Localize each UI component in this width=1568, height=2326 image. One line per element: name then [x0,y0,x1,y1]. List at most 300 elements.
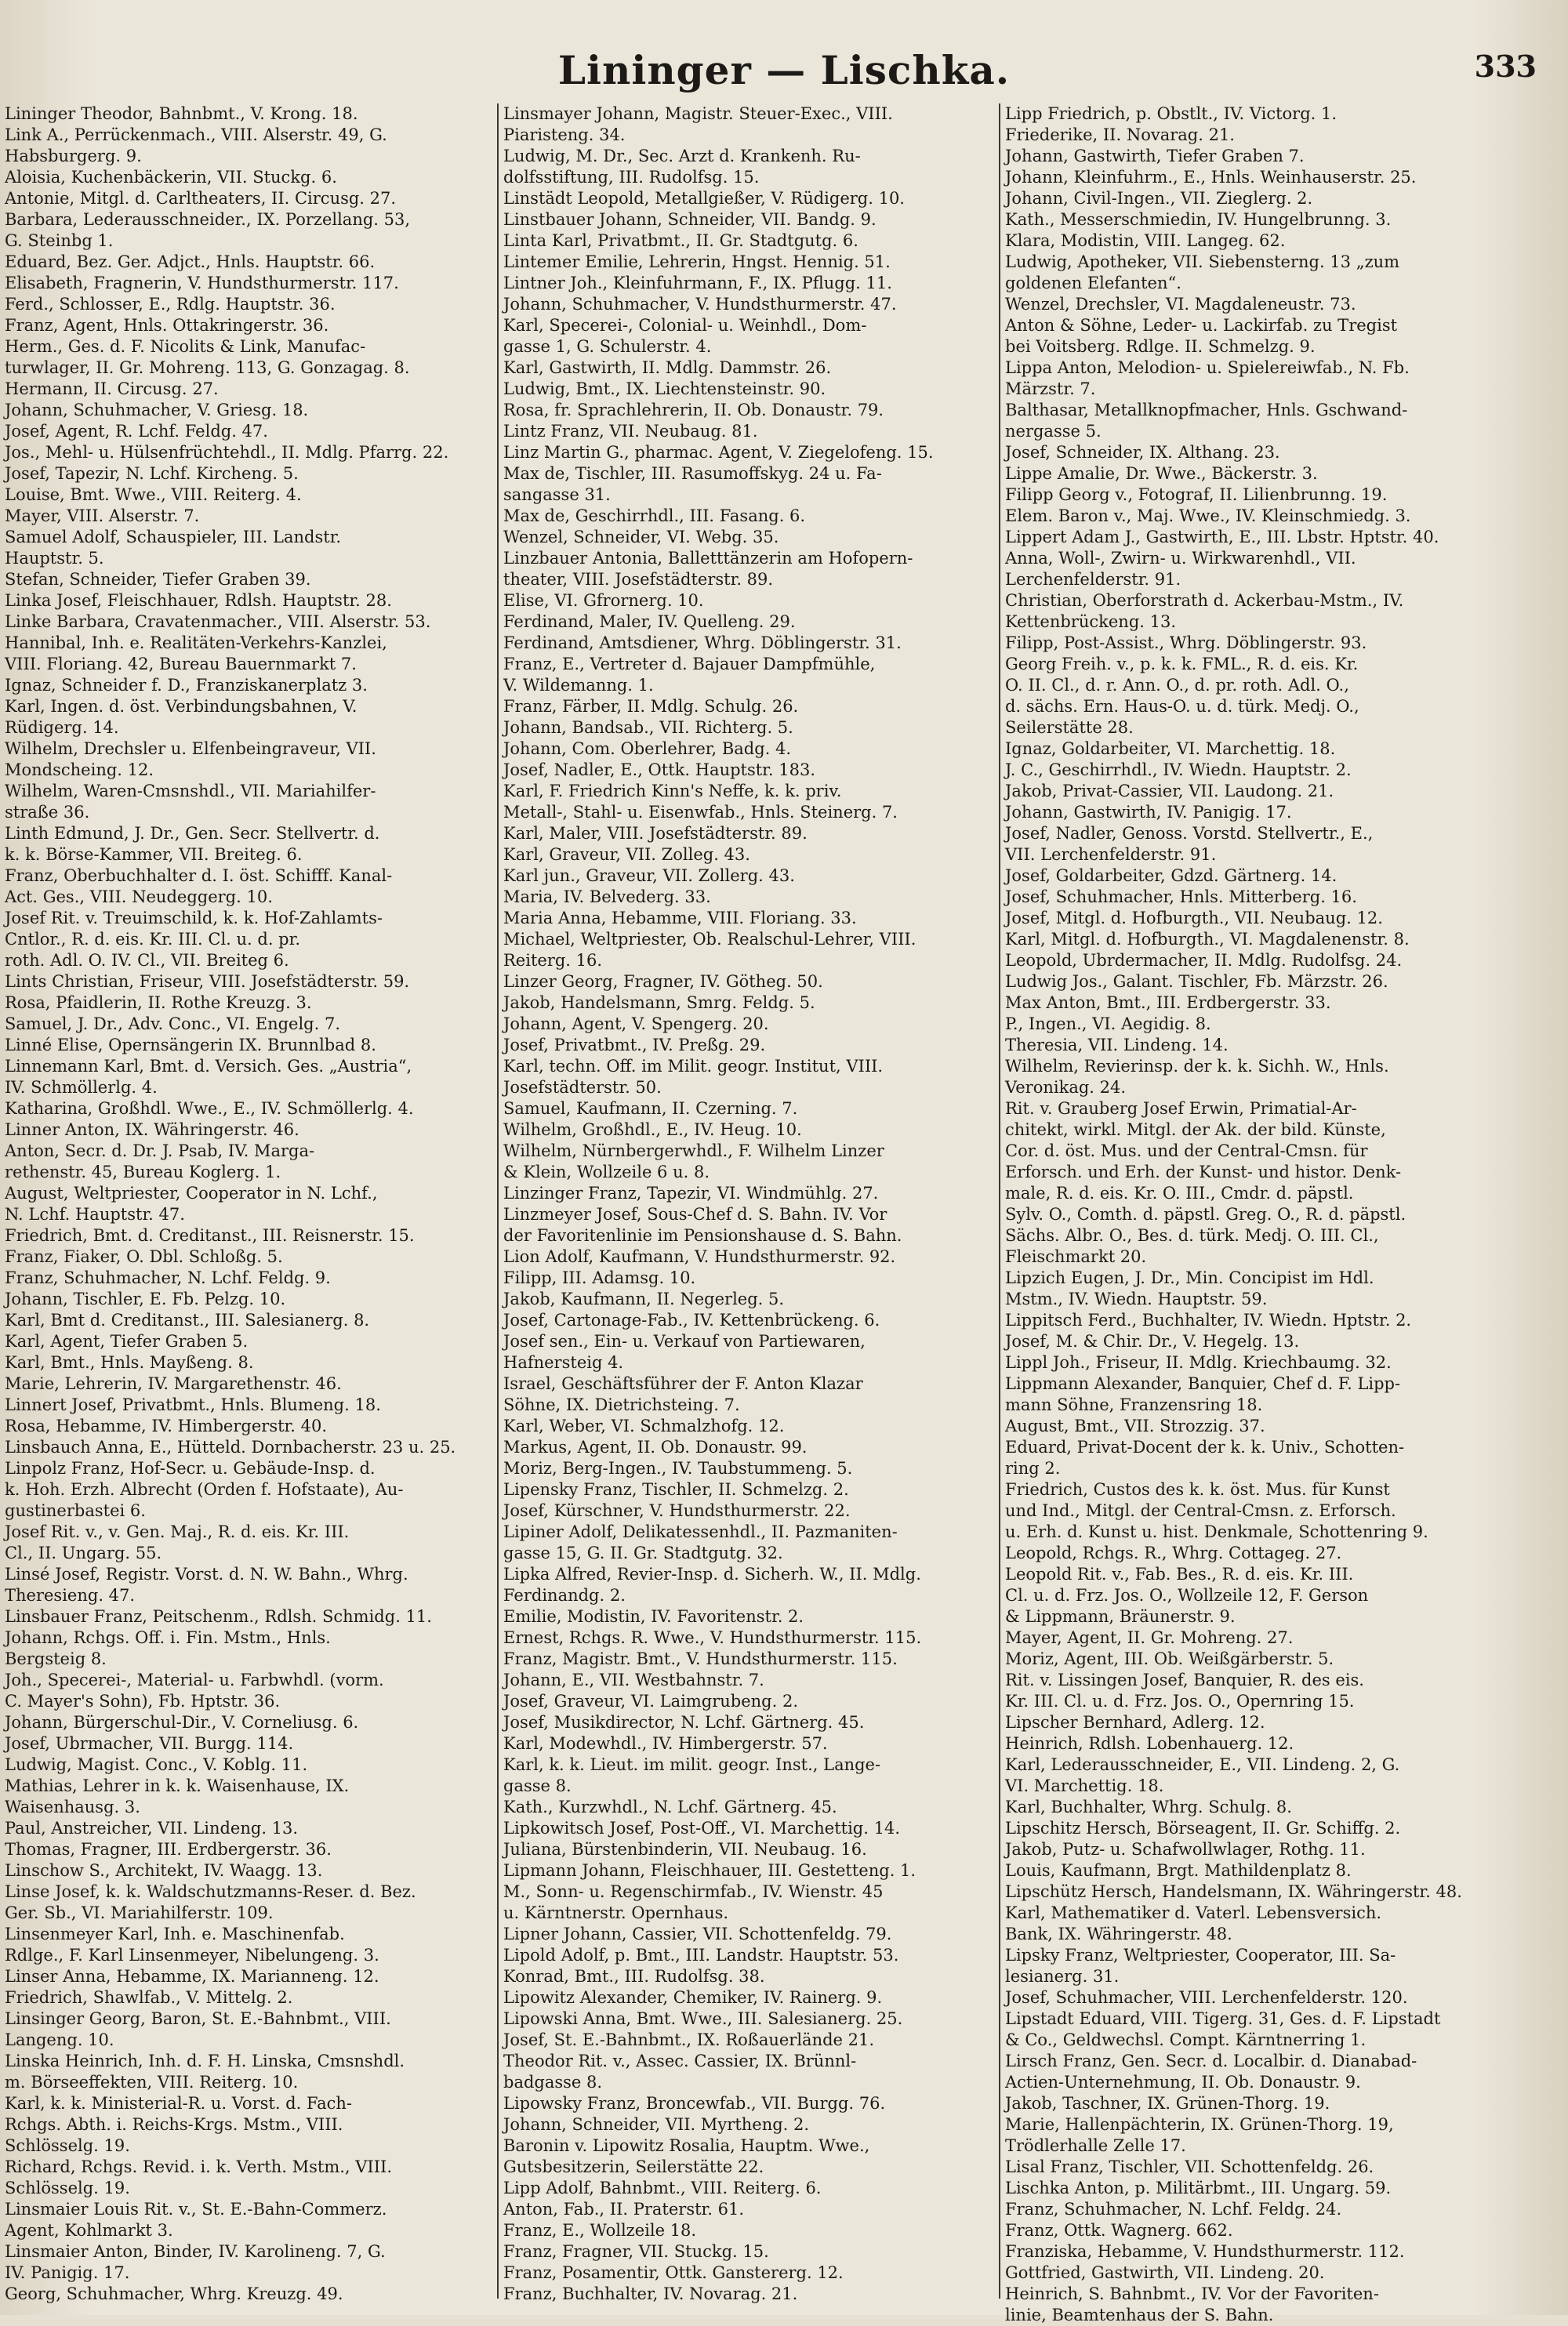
directory-entry-line: Franz, Fiaker, O. Dbl. Schloßg. 5. [5,1247,283,1266]
directory-entry-line: Louis, Kaufmann, Brgt. Mathildenplatz 8. [1005,1861,1352,1880]
directory-entry-line: Lipner Johann, Cassier, VII. Schottenfeldg. 79. [503,1925,892,1943]
directory-entry-line: Seilerstätte 28. [1005,718,1134,737]
directory-entry-line: VI. Marchettig. 18. [1005,1776,1164,1795]
directory-entry-line: Lintner Joh., Kleinfuhrmann, F., IX. Pflugg. 11. [503,274,892,292]
directory-entry-line: IV. Panigig. 17. [5,2263,130,2282]
directory-entry-line: Jos., Mehl- u. Hülsenfrüchtehdl., II. Mdlg. Pfarrg. 22. [5,443,449,462]
directory-entry-line: Schlösselg. 19. [5,2136,130,2155]
directory-entry-line: Wenzel, Schneider, VI. Webg. 35. [503,528,779,546]
directory-entry-line: Samuel, Kaufmann, II. Czerning. 7. [503,1099,798,1118]
directory-entry-line: Anton, Secr. d. Dr. J. Psab, IV. Marga- [5,1141,315,1160]
directory-entry-line: Kr. III. Cl. u. d. Frz. Jos. O., Opernring 15. [1005,1692,1355,1711]
directory-entry-line: Karl, techn. Off. im Milit. geogr. Institut, VIII. [503,1057,884,1076]
directory-entry-line: Lippert Adam J., Gastwirth, E., III. Lbstr. Hptstr. 40. [1005,528,1439,546]
directory-entry-line: Karl, Ingen. d. öst. Verbindungsbahnen, V. [5,697,358,716]
directory-entry-line: Johann, Schneider, VII. Myrtheng. 2. [503,2115,810,2134]
directory-entry-line: Friedrich, Custos des k. k. öst. Mus. für Kunst [1005,1480,1390,1499]
directory-entry-line: Johann, Gastwirth, Tiefer Graben 7. [1005,147,1305,165]
directory-entry-line: Cl. u. d. Frz. Jos. O., Wollzeile 12, F. Gerson [1005,1586,1369,1605]
directory-entry-line: d. sächs. Ern. Haus-O. u. d. türk. Medj. O., [1005,697,1359,716]
directory-entry-line: Eduard, Bez. Ger. Adjct., Hnls. Hauptstr. 66. [5,252,376,271]
directory-entry-line: Rchgs. Abth. i. Reichs-Krgs. Mstm., VIII. [5,2115,343,2134]
directory-entry-line: nergasse 5. [1005,422,1102,441]
directory-entry-line: Kath., Kurzwhdl., N. Lchf. Gärtnerg. 45. [503,1798,837,1816]
directory-entry-line: Paul, Anstreicher, VII. Lindeng. 13. [5,1819,299,1838]
directory-entry-line: Cntlor., R. d. eis. Kr. III. Cl. u. d. pr. [5,930,301,949]
directory-entry-line: Aloisia, Kuchenbäckerin, VII. Stuckg. 6. [5,168,337,187]
directory-entry-line: Wenzel, Drechsler, VI. Magdaleneustr. 73. [1005,295,1356,314]
directory-entry-line: Bergsteig 8. [5,1649,107,1668]
directory-entry-line: Linsbauch Anna, E., Hütteld. Dornbacherstr. 23 u. 25. [5,1438,456,1457]
directory-entry-line: Bank, IX. Währingerstr. 48. [1005,1925,1232,1943]
directory-entry-line: Linzer Georg, Fragner, IV. Götheg. 50. [503,972,823,991]
directory-entry-line: Friedrich, Shawlfab., V. Mittelg. 2. [5,1988,293,2007]
directory-entry-line: Lisal Franz, Tischler, VII. Schottenfeldg. 26. [1005,2157,1374,2176]
directory-entry-line: Stefan, Schneider, Tiefer Graben 39. [5,570,311,589]
directory-entry-line: Josef, M. & Chir. Dr., V. Hegelg. 13. [1005,1332,1300,1351]
directory-entry-line: Linstädt Leopold, Metallgießer, V. Rüdigerg. 10. [503,189,905,208]
directory-entry-line: Emilie, Modistin, IV. Favoritenstr. 2. [503,1607,804,1626]
directory-entry-line: Ferdinandg. 2. [503,1586,626,1605]
directory-entry-line: Theodor Rit. v., Assec. Cassier, IX. Brünnl- [503,2052,857,2070]
directory-entry-line: Sächs. Albr. O., Bes. d. türk. Medj. O. III. Cl., [1005,1226,1379,1245]
directory-entry-line: Josef sen., Ein- u. Verkauf von Partiewaren, [503,1332,866,1351]
directory-entry-line: gasse 8. [503,1776,572,1795]
directory-entry-line: Ger. Sb., VI. Mariahilferstr. 109. [5,1903,274,1922]
directory-entry-line: Wilhelm, Revierinsp. der k. k. Sichh. W., Hnls. [1005,1057,1389,1076]
directory-entry-line: Lipp Friedrich, p. Obstlt., IV. Victorg. 1. [1005,104,1338,123]
directory-entry-line: Linska Heinrich, Inh. d. F. H. Linska, Cmsnshdl. [5,2052,405,2070]
directory-entry-line: Lippmann Alexander, Banquier, Chef d. F. Lipp- [1005,1374,1401,1393]
directory-entry-line: Johann, Tischler, E. Fb. Pelzg. 10. [5,1290,286,1308]
directory-entry-line: Linth Edmund, J. Dr., Gen. Secr. Stellvertr. d. [5,824,380,843]
directory-entry-line: Linke Barbara, Cravatenmacher., VIII. Alserstr. 53. [5,612,431,631]
directory-entry-line: Franz, E., Wollzeile 18. [503,2221,697,2240]
directory-column-1 [5,103,491,2303]
directory-entry-line: Richard, Rchgs. Revid. i. k. Verth. Mstm., VIII. [5,2157,392,2176]
directory-entry-line: Linnert Josef, Privatbmt., Hnls. Blumeng. 18. [5,1395,381,1414]
directory-entry-line: und Ind., Mitgl. der Central-Cmsn. z. Erforsch. [1005,1501,1396,1520]
directory-entry-line: Act. Ges., VIII. Neudeggerg. 10. [5,887,273,906]
directory-entry-line: Jakob, Handelsmann, Smrg. Feldg. 5. [503,993,815,1012]
directory-entry-line: lesianerg. 31. [1005,1967,1120,1986]
directory-entry-line: Georg, Schuhmacher, Whrg. Kreuzg. 49. [5,2284,343,2303]
directory-entry-line: Ludwig Jos., Galant. Tischler, Fb. Märzstr. 26. [1005,972,1388,991]
directory-entry-line: Karl, Mitgl. d. Hofburgth., VI. Magdalenenstr. 8. [1005,930,1410,949]
directory-entry-line: Lipowski Anna, Bmt. Wwe., III. Salesianerg. 25. [503,2009,903,2028]
directory-entry-line: Georg Freih. v., p. k. k. FML., R. d. eis. Kr. [1005,655,1359,673]
directory-entry-line: Klara, Modistin, VIII. Langeg. 62. [1005,231,1286,250]
directory-entry-line: Waisenhausg. 3. [5,1798,140,1816]
directory-entry-line: Josef, Schuhmacher, VIII. Lerchenfelderstr. 120. [1005,1988,1408,2007]
directory-entry-line: Wilhelm, Nürnbergerwhdl., F. Wilhelm Linzer [503,1141,884,1160]
directory-entry-line: Elisabeth, Fragnerin, V. Hundsthurmerstr. 117. [5,274,399,292]
directory-entry-line: Karl, Agent, Tiefer Graben 5. [5,1332,249,1351]
directory-entry-line: Barbara, Lederausschneider., IX. Porzellang. 53, [5,210,411,229]
directory-entry-line: M., Sonn- u. Regenschirmfab., IV. Wienstr. 45 [503,1882,884,1901]
directory-entry-line: Linsmaier Anton, Binder, IV. Karolineng. 7, G. [5,2242,386,2261]
directory-entry-line: Karl, Lederausschneider, E., VII. Lindeng. 2, G. [1005,1755,1400,1774]
directory-entry-line: Elise, VI. Gfrornerg. 10. [503,591,704,610]
directory-entry-line: Franz, Buchhalter, IV. Novarag. 21. [503,2284,798,2303]
directory-entry-line: Lints Christian, Friseur, VIII. Josefstädterstr. 59. [5,972,410,991]
directory-column-3 [999,103,1551,2324]
directory-entry-line: Linsenmeyer Karl, Inh. e. Maschinenfab. [5,1925,345,1943]
directory-entry-line: Märzstr. 7. [1005,379,1096,398]
directory-entry-line: Jakob, Taschner, IX. Grünen-Thorg. 19. [1005,2094,1330,2113]
directory-entry-line: Josef, Agent, R. Lchf. Feldg. 47. [5,422,268,441]
directory-entry-line: Lipscher Bernhard, Adlerg. 12. [1005,1713,1265,1732]
directory-entry-line: Maria Anna, Hebamme, VIII. Floriang. 33. [503,909,857,927]
directory-entry-line: Linsbauer Franz, Peitschenm., Rdlsh. Schmidg. 11. [5,1607,432,1626]
directory-entry-line: Agent, Kohlmarkt 3. [5,2221,173,2240]
directory-entry-line: Anton & Söhne, Leder- u. Lackirfab. zu Tregist [1005,316,1398,335]
directory-entry-line: Rdlge., F. Karl Linsenmeyer, Nibelungeng. 3. [5,1946,379,1965]
directory-entry-line: Franz, Posamentir, Ottk. Ganstererg. 12. [503,2263,844,2282]
directory-entry-line: Lipzich Eugen, J. Dr., Min. Concipist im Hdl. [1005,1268,1374,1287]
directory-entry-line: Josef, Ubrmacher, VII. Burgg. 114. [5,1734,294,1753]
directory-entry-line: & Co., Geldwechsl. Compt. Kärntnerring 1. [1005,2030,1367,2049]
directory-entry-line: Gutsbesitzerin, Seilerstätte 22. [503,2157,764,2176]
directory-entry-line: Fleischmarkt 20. [1005,1247,1147,1266]
directory-entry-line: Leopold, Rchgs. R., Whrg. Cottageg. 27. [1005,1544,1342,1562]
directory-entry-line: Juliana, Bürstenbinderin, VII. Neubaug. 16. [503,1840,867,1859]
directory-entry-line: Rosa, Hebamme, IV. Himbergerstr. 40. [5,1417,328,1435]
directory-entry-line: August, Weltpriester, Cooperator in N. Lchf., [5,1184,378,1203]
directory-entry-line: Josef Rit. v. Treuimschild, k. k. Hof-Zahlamts- [5,909,383,927]
directory-entry-line: Heinrich, S. Bahnbmt., IV. Vor der Favoriten- [1005,2284,1379,2303]
directory-entry-line: Wilhelm, Großhdl., E., IV. Heug. 10. [503,1120,802,1139]
directory-entry-line: der Favoritenlinie im Pensionshause d. S. Bahn. [503,1226,902,1245]
directory-entry-line: k. Hoh. Erzh. Albrecht (Orden f. Hofstaate), Au- [5,1480,404,1499]
directory-entry-line: Lininger Theodor, Bahnbmt., V. Krong. 18. [5,104,358,123]
directory-entry-line: Antonie, Mitgl. d. Carltheaters, II. Circusg. 27. [5,189,397,208]
directory-entry-line: Karl, Modewhdl., IV. Himbergerstr. 57. [503,1734,828,1753]
directory-entry-line: VII. Lerchenfelderstr. 91. [1005,845,1217,864]
directory-entry-line: Franziska, Hebamme, V. Hundsthurmerstr. 112. [1005,2242,1405,2261]
directory-entry-line: Josef, Nadler, Genoss. Vorstd. Stellvertr., E., [1005,824,1374,843]
directory-entry-line: Schlösselg. 19. [5,2179,130,2197]
directory-entry-line: G. Steinbg 1. [5,231,114,250]
directory-entry-line: Linzinger Franz, Tapezir, VI. Windmühlg. 27. [503,1184,879,1203]
directory-entry-line: Gottfried, Gastwirth, VII. Lindeng. 20. [1005,2263,1325,2282]
directory-entry-line: u. Erh. d. Kunst u. hist. Denkmale, Schottenring 9. [1005,1522,1428,1541]
directory-entry-line: Johann, Kleinfuhrm., E., Hnls. Weinhauserstr. 25. [1005,168,1417,187]
directory-entry-line: Hermann, II. Circusg. 27. [5,379,219,398]
directory-entry-line: Franz, Ottk. Wagnerg. 662. [1005,2221,1233,2240]
directory-entry-line: Lerchenfelderstr. 91. [1005,570,1181,589]
directory-entry-line: Link A., Perrückenmach., VIII. Alserstr. 49, G. [5,125,387,144]
directory-entry-line: Lipkowitsch Josef, Post-Off., VI. Marchettig. 14. [503,1819,900,1838]
directory-entry-line: Johann, Agent, V. Spengerg. 20. [503,1014,769,1033]
directory-entry-line: Lion Adolf, Kaufmann, V. Hundsthurmerstr. 92. [503,1247,896,1266]
directory-entry-line: Franz, Fragner, VII. Stuckg. 15. [503,2242,769,2261]
directory-entry-line: Karl, Maler, VIII. Josefstädterstr. 89. [503,824,808,843]
directory-entry-line: Ignaz, Goldarbeiter, VI. Marchettig. 18. [1005,739,1336,758]
directory-entry-line: Linsmayer Johann, Magistr. Steuer-Exec., VIII. [503,104,893,123]
directory-entry-line: turwlager, II. Gr. Mohreng. 113, G. Gonzagag. 8. [5,358,410,377]
page-title: Lininger — Lischka. [557,47,1011,93]
directory-entry-line: Karl, k. k. Ministerial-R. u. Vorst. d. Fach- [5,2094,353,2113]
directory-entry-line: Theresia, VII. Lindeng. 14. [1005,1036,1229,1054]
directory-entry-line: & Klein, Wollzeile 6 u. 8. [503,1163,710,1181]
directory-entry-line: rethenstr. 45, Bureau Koglerg. 1. [5,1163,281,1181]
directory-entry-line: N. Lchf. Hauptstr. 47. [5,1205,185,1224]
directory-entry-line: Samuel, J. Dr., Adv. Conc., VI. Engelg. 7. [5,1014,341,1033]
directory-entry-line: Josef, Musikdirector, N. Lchf. Gärtnerg. 45. [503,1713,865,1732]
directory-entry-line: Franz, Schuhmacher, N. Lchf. Feldg. 9. [5,1268,331,1287]
directory-entry-line: Linpolz Franz, Hof-Secr. u. Gebäude-Insp. d. [5,1459,376,1478]
directory-entry-line: Josef, St. E.-Bahnbmt., IX. Roßauerlände 21. [503,2030,875,2049]
directory-entry-line: u. Kärntnerstr. Opernhaus. [503,1903,729,1922]
directory-entry-line: Hannibal, Inh. e. Realitäten-Verkehrs-Kanzlei, [5,633,387,652]
directory-entry-line: C. Mayer's Sohn), Fb. Hptstr. 36. [5,1692,281,1711]
directory-entry-line: Linzbauer Antonia, Balletttänzerin am Hofopern- [503,549,913,568]
directory-entry-line: Ferd., Schlosser, E., Rdlg. Hauptstr. 36. [5,295,336,314]
directory-entry-line: Linsé Josef, Registr. Vorst. d. N. W. Bahn., Whrg. [5,1565,408,1584]
directory-entry-line: Karl, Specerei-, Colonial- u. Weinhdl., Dom- [503,316,867,335]
directory-entry-line: Linstbauer Johann, Schneider, VII. Bandg. 9. [503,210,877,229]
directory-entry-line: Cl., II. Ungarg. 55. [5,1544,162,1562]
directory-entry-line: Karl, F. Friedrich Kinn's Neffe, k. k. priv. [503,782,842,800]
directory-entry-line: gustinerbastei 6. [5,1501,146,1520]
directory-entry-line: Karl jun., Graveur, VII. Zollerg. 43. [503,866,795,885]
directory-entry-line: Franz, Magistr. Bmt., V. Hundsthurmerstr. 115. [503,1649,898,1668]
directory-entry-line: Josef, Privatbmt., IV. Preßg. 29. [503,1036,766,1054]
directory-entry-line: Langeng. 10. [5,2030,114,2049]
directory-entry-line: Franz, E., Vertreter d. Bajauer Dampfmühle, [503,655,876,673]
directory-entry-line: Josef, Nadler, E., Ottk. Hauptstr. 183. [503,760,816,779]
directory-entry-line: Kettenbrückeng. 13. [1005,612,1177,631]
directory-entry-line: Johann, Com. Oberlehrer, Badg. 4. [503,739,792,758]
directory-entry-line: Ludwig, M. Dr., Sec. Arzt d. Krankenh. Ru- [503,147,861,165]
directory-entry-line: Habsburgerg. 9. [5,147,142,165]
directory-entry-line: Baronin v. Lipowitz Rosalia, Hauptm. Wwe., [503,2136,870,2155]
directory-entry-line: Max de, Geschirrhdl., III. Fasang. 6. [503,506,806,525]
directory-entry-line: Heinrich, Rdlsh. Lobenhauerg. 12. [1005,1734,1294,1753]
directory-entry-line: Lirsch Franz, Gen. Secr. d. Localbir. d. Dianabad- [1005,2052,1417,2070]
directory-entry-line: Franz, Oberbuchhalter d. I. öst. Schifff. Kanal- [5,866,393,885]
directory-entry-line: Ludwig, Apotheker, VII. Siebensterng. 13 „zum [1005,252,1400,271]
directory-entry-line: Kath., Messerschmiedin, IV. Hungelbrunng. 3. [1005,210,1392,229]
directory-entry-line: Söhne, IX. Dietrichsteing. 7. [503,1395,740,1414]
directory-entry-line: Lipka Alfred, Revier-Insp. d. Sicherh. W., II. Mdlg. [503,1565,921,1584]
directory-entry-line: mann Söhne, Franzensring 18. [1005,1395,1263,1414]
directory-entry-line: Veronikag. 24. [1005,1078,1127,1097]
directory-entry-line: Lipensky Franz, Tischler, II. Schmelzg. 2. [503,1480,849,1499]
directory-entry-line: Lippitsch Ferd., Buchhalter, IV. Wiedn. Hptstr. 2. [1005,1311,1412,1330]
directory-entry-line: Mayer, Agent, II. Gr. Mohreng. 27. [1005,1628,1294,1647]
directory-entry-line: August, Bmt., VII. Strozzig. 37. [1005,1417,1265,1435]
directory-entry-line: goldenen Elefanten“. [1005,274,1181,292]
directory-entry-line: Hauptstr. 5. [5,549,104,568]
directory-entry-line: Linser Anna, Hebamme, IX. Marianneng. 12. [5,1967,379,1986]
directory-entry-line: Lischka Anton, p. Militärbmt., III. Ungarg. 59. [1005,2179,1392,2197]
directory-entry-line: Franz, Schuhmacher, N. Lchf. Feldg. 24. [1005,2200,1342,2219]
directory-entry-line: Karl, Weber, VI. Schmalzhofg. 12. [503,1417,785,1435]
directory-entry-line: Friedrich, Bmt. d. Creditanst., III. Reisnerstr. 15. [5,1226,415,1245]
directory-entry-line: Thomas, Fragner, III. Erdbergerstr. 36. [5,1840,332,1859]
directory-entry-line: Lipsky Franz, Weltpriester, Cooperator, III. Sa- [1005,1946,1396,1965]
directory-entry-line: Metall-, Stahl- u. Eisenwfab., Hnls. Steinerg. 7. [503,803,898,822]
directory-entry-line: Christian, Oberforstrath d. Ackerbau-Mstm., IV. [1005,591,1404,610]
directory-entry-line: Linné Elise, Opernsängerin IX. Brunnlbad 8. [5,1036,376,1054]
directory-entry-line: J. C., Geschirrhdl., IV. Wiedn. Hauptstr. 2. [1005,760,1352,779]
directory-entry-line: Max de, Tischler, III. Rasumoffskyg. 24 u. Fa- [503,464,882,483]
directory-entry-line: Johann, Bandsab., VII. Richterg. 5. [503,718,793,737]
directory-entry-line: Karl, k. k. Lieut. im milit. geogr. Inst., Lange- [503,1755,881,1774]
directory-entry-line: Franz, Färber, II. Mdlg. Schulg. 26. [503,697,799,716]
directory-entry-line: Maria, IV. Belvederg. 33. [503,887,711,906]
directory-entry-line: badgasse 8. [503,2073,603,2092]
directory-entry-line: male, R. d. eis. Kr. O. III., Cmdr. d. päpstl. [1005,1184,1354,1203]
directory-entry-line: chitekt, wirkl. Mitgl. der Ak. der bild. Künste, [1005,1120,1386,1139]
directory-entry-line: Karl, Graveur, VII. Zolleg. 43. [503,845,750,864]
directory-entry-line: dolfsstiftung, III. Rudolfsg. 15. [503,168,760,187]
directory-entry-line: Filipp Georg v., Fotograf, II. Lilienbrunng. 19. [1005,485,1388,504]
directory-entry-line: Joh., Specerei-, Material- u. Farbwhdl. (vorm. [5,1671,384,1689]
directory-entry-line: Leopold Rit. v., Fab. Bes., R. d. eis. Kr. III. [1005,1565,1354,1584]
directory-entry-line: Erforsch. und Erh. der Kunst- und histor. Denk- [1005,1163,1402,1181]
directory-entry-line: roth. Adl. O. IV. Cl., VII. Breiteg 6. [5,951,289,970]
directory-entry-line: Elem. Baron v., Maj. Wwe., IV. Kleinschmiedg. 3. [1005,506,1411,525]
directory-entry-line: Lipstadt Eduard, VIII. Tigerg. 31, Ges. d. F. Lipstadt [1005,2009,1441,2028]
directory-entry-line: Marie, Hallenpächterin, IX. Grünen-Thorg. 19, [1005,2115,1394,2134]
directory-entry-line: Jakob, Privat-Cassier, VII. Laudong. 21. [1005,782,1334,800]
directory-entry-line: Cor. d. öst. Mus. und der Central-Cmsn. für [1005,1141,1368,1160]
directory-entry-line: Marie, Lehrerin, IV. Margarethenstr. 46. [5,1374,342,1393]
directory-entry-line: & Lippmann, Bräunerstr. 9. [1005,1607,1236,1626]
directory-entry-line: m. Börseeffekten, VIII. Reiterg. 10. [5,2073,299,2092]
directory-entry-line: Josef, Tapezir, N. Lchf. Kircheng. 5. [5,464,299,483]
directory-entry-line: Josef, Goldarbeiter, Gdzd. Gärtnerg. 14. [1005,866,1338,885]
directory-entry-line: Wilhelm, Waren-Cmsnshdl., VII. Mariahilfer- [5,782,376,800]
directory-entry-line: Louise, Bmt. Wwe., VIII. Reiterg. 4. [5,485,302,504]
directory-entry-line: Johann, Schuhmacher, V. Hundsthurmerstr. 47. [503,295,897,314]
directory-entry-line: Eduard, Privat-Docent der k. k. Univ., Schotten- [1005,1438,1405,1457]
directory-entry-line: Lipschitz Hersch, Börseagent, II. Gr. Schiffg. 2. [1005,1819,1401,1838]
directory-entry-line: Michael, Weltpriester, Ob. Realschul-Lehrer, VIII. [503,930,916,949]
directory-entry-line: Sylv. O., Comth. d. päpstl. Greg. O., R. d. päpstl. [1005,1205,1406,1224]
directory-entry-line: Linse Josef, k. k. Waldschutzmanns-Reser. d. Bez. [5,1882,416,1901]
directory-entry-line: Ferdinand, Amtsdiener, Whrg. Döblingerstr. 31. [503,633,902,652]
directory-entry-line: Karl, Bmt d. Creditanst., III. Salesianerg. 8. [5,1311,370,1330]
directory-entry-line: Lipiner Adolf, Delikatessenhdl., II. Pazmaniten- [503,1522,898,1541]
directory-entry-line: ring 2. [1005,1459,1061,1478]
directory-entry-line: Karl, Buchhalter, Whrg. Schulg. 8. [1005,1798,1292,1816]
directory-entry-line: Johann, Bürgerschul-Dir., V. Corneliusg. 6. [5,1713,359,1732]
directory-entry-line: V. Wildemanng. 1. [503,676,654,695]
directory-entry-line: Ferdinand, Maler, IV. Quelleng. 29. [503,612,796,631]
directory-column-2 [497,103,994,2303]
directory-entry-line: bei Voitsberg. Rdlge. II. Schmelzg. 9. [1005,337,1316,356]
directory-entry-line: Actien-Unternehmung, II. Ob. Donaustr. 9. [1005,2073,1361,2092]
directory-entry-line: Friederike, II. Novarag. 21. [1005,125,1235,144]
directory-entry-line: Karl, Bmt., Hnls. Mayßeng. 8. [5,1353,254,1372]
directory-entry-line: Josef, Mitgl. d. Hofburgth., VII. Neubaug. 12. [1005,909,1383,927]
directory-entry-line: straße 36. [5,803,90,822]
directory-entry-line: Lippe Amalie, Dr. Wwe., Bäckerstr. 3. [1005,464,1318,483]
directory-entry-line: Lipowsky Franz, Broncewfab., VII. Burgg. 76. [503,2094,886,2113]
directory-entry-line: Franz, Agent, Hnls. Ottakringerstr. 36. [5,316,329,335]
directory-entry-line: gasse 1, G. Schulerstr. 4. [503,337,712,356]
directory-entry-line: Linsmaier Louis Rit. v., St. E.-Bahn-Commerz. [5,2200,387,2219]
directory-entry-line: Linner Anton, IX. Währingerstr. 46. [5,1120,299,1139]
directory-entry-line: Ludwig, Bmt., IX. Liechtensteinstr. 90. [503,379,826,398]
directory-entry-line: Ignaz, Schneider f. D., Franziskanerplatz 3. [5,676,368,695]
directory-entry-line: Trödlerhalle Zelle 17. [1005,2136,1186,2155]
directory-entry-line: Josefstädterstr. 50. [503,1078,662,1097]
directory-entry-line: Mathias, Lehrer in k. k. Waisenhause, IX. [5,1776,350,1795]
directory-entry-line: Linschow S., Architekt, IV. Waagg. 13. [5,1861,323,1880]
directory-entry-line: Jakob, Kaufmann, II. Negerleg. 5. [503,1290,785,1308]
directory-entry-line: Anna, Woll-, Zwirn- u. Wirkwarenhdl., VII. [1005,549,1356,568]
directory-entry-line: linie, Beamtenhaus der S. Bahn. [1005,2306,1274,2324]
directory-entry-line: Lipp Adolf, Bahnbmt., VIII. Reiterg. 6. [503,2179,822,2197]
directory-entry-line: Moriz, Agent, III. Ob. Weißgärberstr. 5. [1005,1649,1334,1668]
directory-entry-line: Johann, Civil-Ingen., VII. Zieglerg. 2. [1005,189,1313,208]
directory-entry-line: Mayer, VIII. Alserstr. 7. [5,506,200,525]
directory-entry-line: Anton, Fab., II. Praterstr. 61. [503,2200,745,2219]
directory-entry-line: Rit. v. Lissingen Josef, Banquier, R. des eis. [1005,1671,1364,1689]
directory-entry-line: Filipp, III. Adamsg. 10. [503,1268,696,1287]
directory-entry-line: Lipschütz Hersch, Handelsmann, IX. Währingerstr. 48. [1005,1882,1462,1901]
directory-entry-line: Lintz Franz, VII. Neubaug. 81. [503,422,758,441]
directory-entry-line: gasse 15, G. II. Gr. Stadtgutg. 32. [503,1544,783,1562]
page-header [0,39,1568,110]
directory-entry-line: Balthasar, Metallknopfmacher, Hnls. Gschwand- [1005,401,1408,419]
directory-entry-line: Jakob, Putz- u. Schafwollwlager, Rothg. 11. [1005,1840,1366,1859]
directory-entry-line: Mondscheing. 12. [5,760,154,779]
directory-entry-line: O. II. Cl., d. r. Ann. O., d. pr. roth. Adl. O., [1005,676,1349,695]
directory-entry-line: Markus, Agent, II. Ob. Donaustr. 99. [503,1438,808,1457]
directory-entry-line: Lippa Anton, Melodion- u. Spielereiwfab., N. Fb. [1005,358,1410,377]
directory-entry-line: Linta Karl, Privatbmt., II. Gr. Stadtgutg. 6. [503,231,858,250]
directory-entry-line: sangasse 31. [503,485,611,504]
directory-entry-line: Karl, Mathematiker d. Vaterl. Lebensversich. [1005,1903,1382,1922]
directory-entry-line: Ernest, Rchgs. R. Wwe., V. Hundsthurmerstr. 115. [503,1628,922,1647]
directory-entry-line: Konrad, Bmt., III. Rudolfsg. 38. [503,1967,765,1986]
directory-entry-line: Josef Rit. v., v. Gen. Maj., R. d. eis. Kr. III. [5,1522,350,1541]
directory-entry-line: Johann, E., VII. Westbahnstr. 7. [503,1671,764,1689]
directory-entry-line: Karl, Gastwirth, II. Mdlg. Dammstr. 26. [503,358,832,377]
directory-entry-line: Mstm., IV. Wiedn. Hauptstr. 59. [1005,1290,1268,1308]
directory-entry-line: Linz Martin G., pharmac. Agent, V. Ziegelofeng. 15. [503,443,934,462]
directory-entry-line: P., Ingen., VI. Aegidig. 8. [1005,1014,1211,1033]
directory-entry-line: Moriz, Berg-Ingen., IV. Taubstummeng. 5. [503,1459,853,1478]
directory-entry-line: Johann, Gastwirth, IV. Panigig. 17. [1005,803,1292,822]
directory-entry-line: Lintemer Emilie, Lehrerin, Hngst. Hennig. 51. [503,252,891,271]
directory-entry-line: Filipp, Post-Assist., Whrg. Döblingerstr. 93. [1005,633,1367,652]
directory-entry-line: theater, VIII. Josefstädterstr. 89. [503,570,774,589]
directory-entry-line: k. k. Börse-Kammer, VII. Breiteg. 6. [5,845,303,864]
directory-entry-line: Lippl Joh., Friseur, II. Mdlg. Kriechbaumg. 32. [1005,1353,1392,1372]
directory-entry-line: Josef, Schuhmacher, Hnls. Mitterberg. 16. [1005,887,1357,906]
directory-entry-line: IV. Schmöllerlg. 4. [5,1078,158,1097]
directory-entry-line: Lipowitz Alexander, Chemiker, IV. Rainerg. 9. [503,1988,883,2007]
directory-columns [0,103,1568,2324]
directory-entry-line: Johann, Schuhmacher, V. Griesg. 18. [5,401,309,419]
directory-entry-line: Reiterg. 16. [503,951,603,970]
directory-entry-line: Linzmeyer Josef, Sous-Chef d. S. Bahn. IV. Vor [503,1205,887,1224]
directory-entry-line: Leopold, Ubrdermacher, II. Mdlg. Rudolfsg. 24. [1005,951,1403,970]
directory-entry-line: Josef, Schneider, IX. Althang. 23. [1005,443,1280,462]
directory-entry-line: Josef, Graveur, VI. Laimgrubeng. 2. [503,1692,799,1711]
directory-entry-line: Lipold Adolf, p. Bmt., III. Landstr. Hauptstr. 53. [503,1946,899,1965]
directory-entry-line: Rit. v. Grauberg Josef Erwin, Primatial-Ar- [1005,1099,1357,1118]
directory-entry-line: Johann, Rchgs. Off. i. Fin. Mstm., Hnls. [5,1628,331,1647]
directory-entry-line: Rosa, fr. Sprachlehrerin, II. Ob. Donaustr. 79. [503,401,884,419]
